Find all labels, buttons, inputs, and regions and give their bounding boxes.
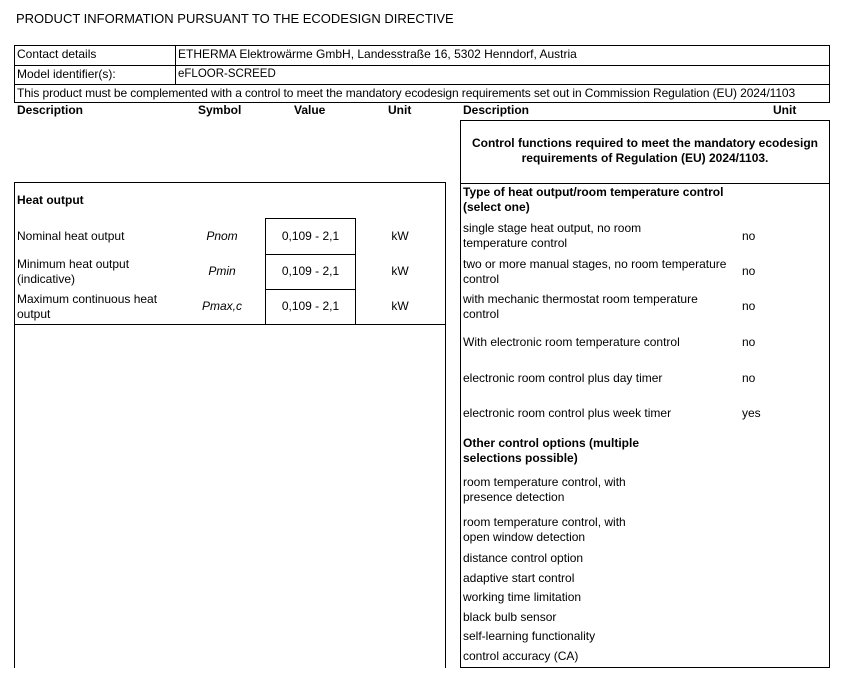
control-type-value: no	[742, 264, 756, 278]
page-title: PRODUCT INFORMATION PURSUANT TO THE ECODESIGN DIRECTIVE	[16, 11, 454, 26]
section-heat-output: Heat output	[17, 193, 84, 207]
row-symbol: Pmax,c	[201, 299, 242, 313]
row-unit: kW	[391, 229, 409, 243]
left-header-unit: Unit	[388, 103, 412, 117]
other-option: control accuracy (CA)	[463, 649, 579, 663]
divider	[175, 45, 176, 84]
row-value: 0,109 - 2,1	[281, 299, 340, 313]
other-option: adaptive start control	[463, 571, 575, 585]
model-label: Model identifier(s):	[17, 67, 116, 81]
left-header-value: Value	[294, 103, 326, 117]
row-description: Nominal heat output	[17, 229, 125, 243]
divider	[460, 183, 830, 184]
left-header-symbol: Symbol	[198, 103, 242, 117]
control-type-label: with mechanic thermostat room temperature control	[463, 292, 698, 321]
control-type-value: yes	[742, 406, 761, 420]
other-option: room temperature control, with open window detection	[463, 515, 626, 544]
divider	[265, 254, 356, 255]
divider	[14, 84, 830, 85]
control-type-label: single stage heat output, no room temperature control	[463, 221, 642, 250]
other-option: black bulb sensor	[463, 610, 557, 624]
divider	[445, 182, 446, 668]
control-type-value: no	[742, 335, 756, 349]
divider	[265, 289, 356, 290]
row-value: 0,109 - 2,1	[281, 264, 340, 278]
model-value: eFLOOR-SCREED	[178, 68, 276, 80]
left-header-description: Description	[17, 103, 84, 117]
row-unit: kW	[391, 264, 409, 278]
divider	[14, 324, 446, 325]
control-type-value: no	[742, 229, 756, 243]
right-header-description: Description	[463, 103, 530, 117]
control-requirements-heading: Control functions required to meet the mandatory ecodesign requirements of Regulation (EU) 2024/1103.	[471, 136, 819, 165]
control-type-label: two or more manual stages, no room temperature control	[463, 257, 727, 286]
row-description: Maximum continuous heat output	[17, 292, 158, 321]
contact-label: Contact details	[17, 47, 97, 61]
row-symbol: Pmin	[208, 264, 236, 278]
control-type-label: With electronic room temperature control	[463, 335, 680, 349]
row-symbol: Pnom	[206, 229, 238, 243]
other-option: room temperature control, with presence detection	[463, 475, 626, 504]
type-section-title: Type of heat output/room temperature control (select one)	[463, 185, 724, 214]
divider	[14, 65, 830, 66]
other-option: working time limitation	[463, 590, 582, 604]
row-description: Minimum heat output (indicative)	[17, 257, 130, 286]
control-type-value: no	[742, 371, 756, 385]
divider	[14, 182, 15, 668]
other-options-title: Other control options (multiple selections possible)	[463, 436, 639, 465]
row-value: 0,109 - 2,1	[281, 229, 340, 243]
row-unit: kW	[391, 299, 409, 313]
control-type-label: electronic room control plus week timer	[463, 406, 672, 420]
contact-value: ETHERMA Elektrowärme GmbH, Landesstraße 16, 5302 Henndorf, Austria	[178, 47, 577, 61]
control-type-value: no	[742, 299, 756, 313]
other-option: distance control option	[463, 551, 584, 565]
regulation-notice: This product must be complemented with a control to meet the mandatory ecodesign requirements set out in Commission Regulation (EU) 2024/1103	[17, 86, 796, 100]
divider	[14, 182, 446, 183]
other-option: self-learning functionality	[463, 629, 596, 643]
control-type-label: electronic room control plus day timer	[463, 371, 663, 385]
right-header-unit: Unit	[773, 103, 797, 117]
